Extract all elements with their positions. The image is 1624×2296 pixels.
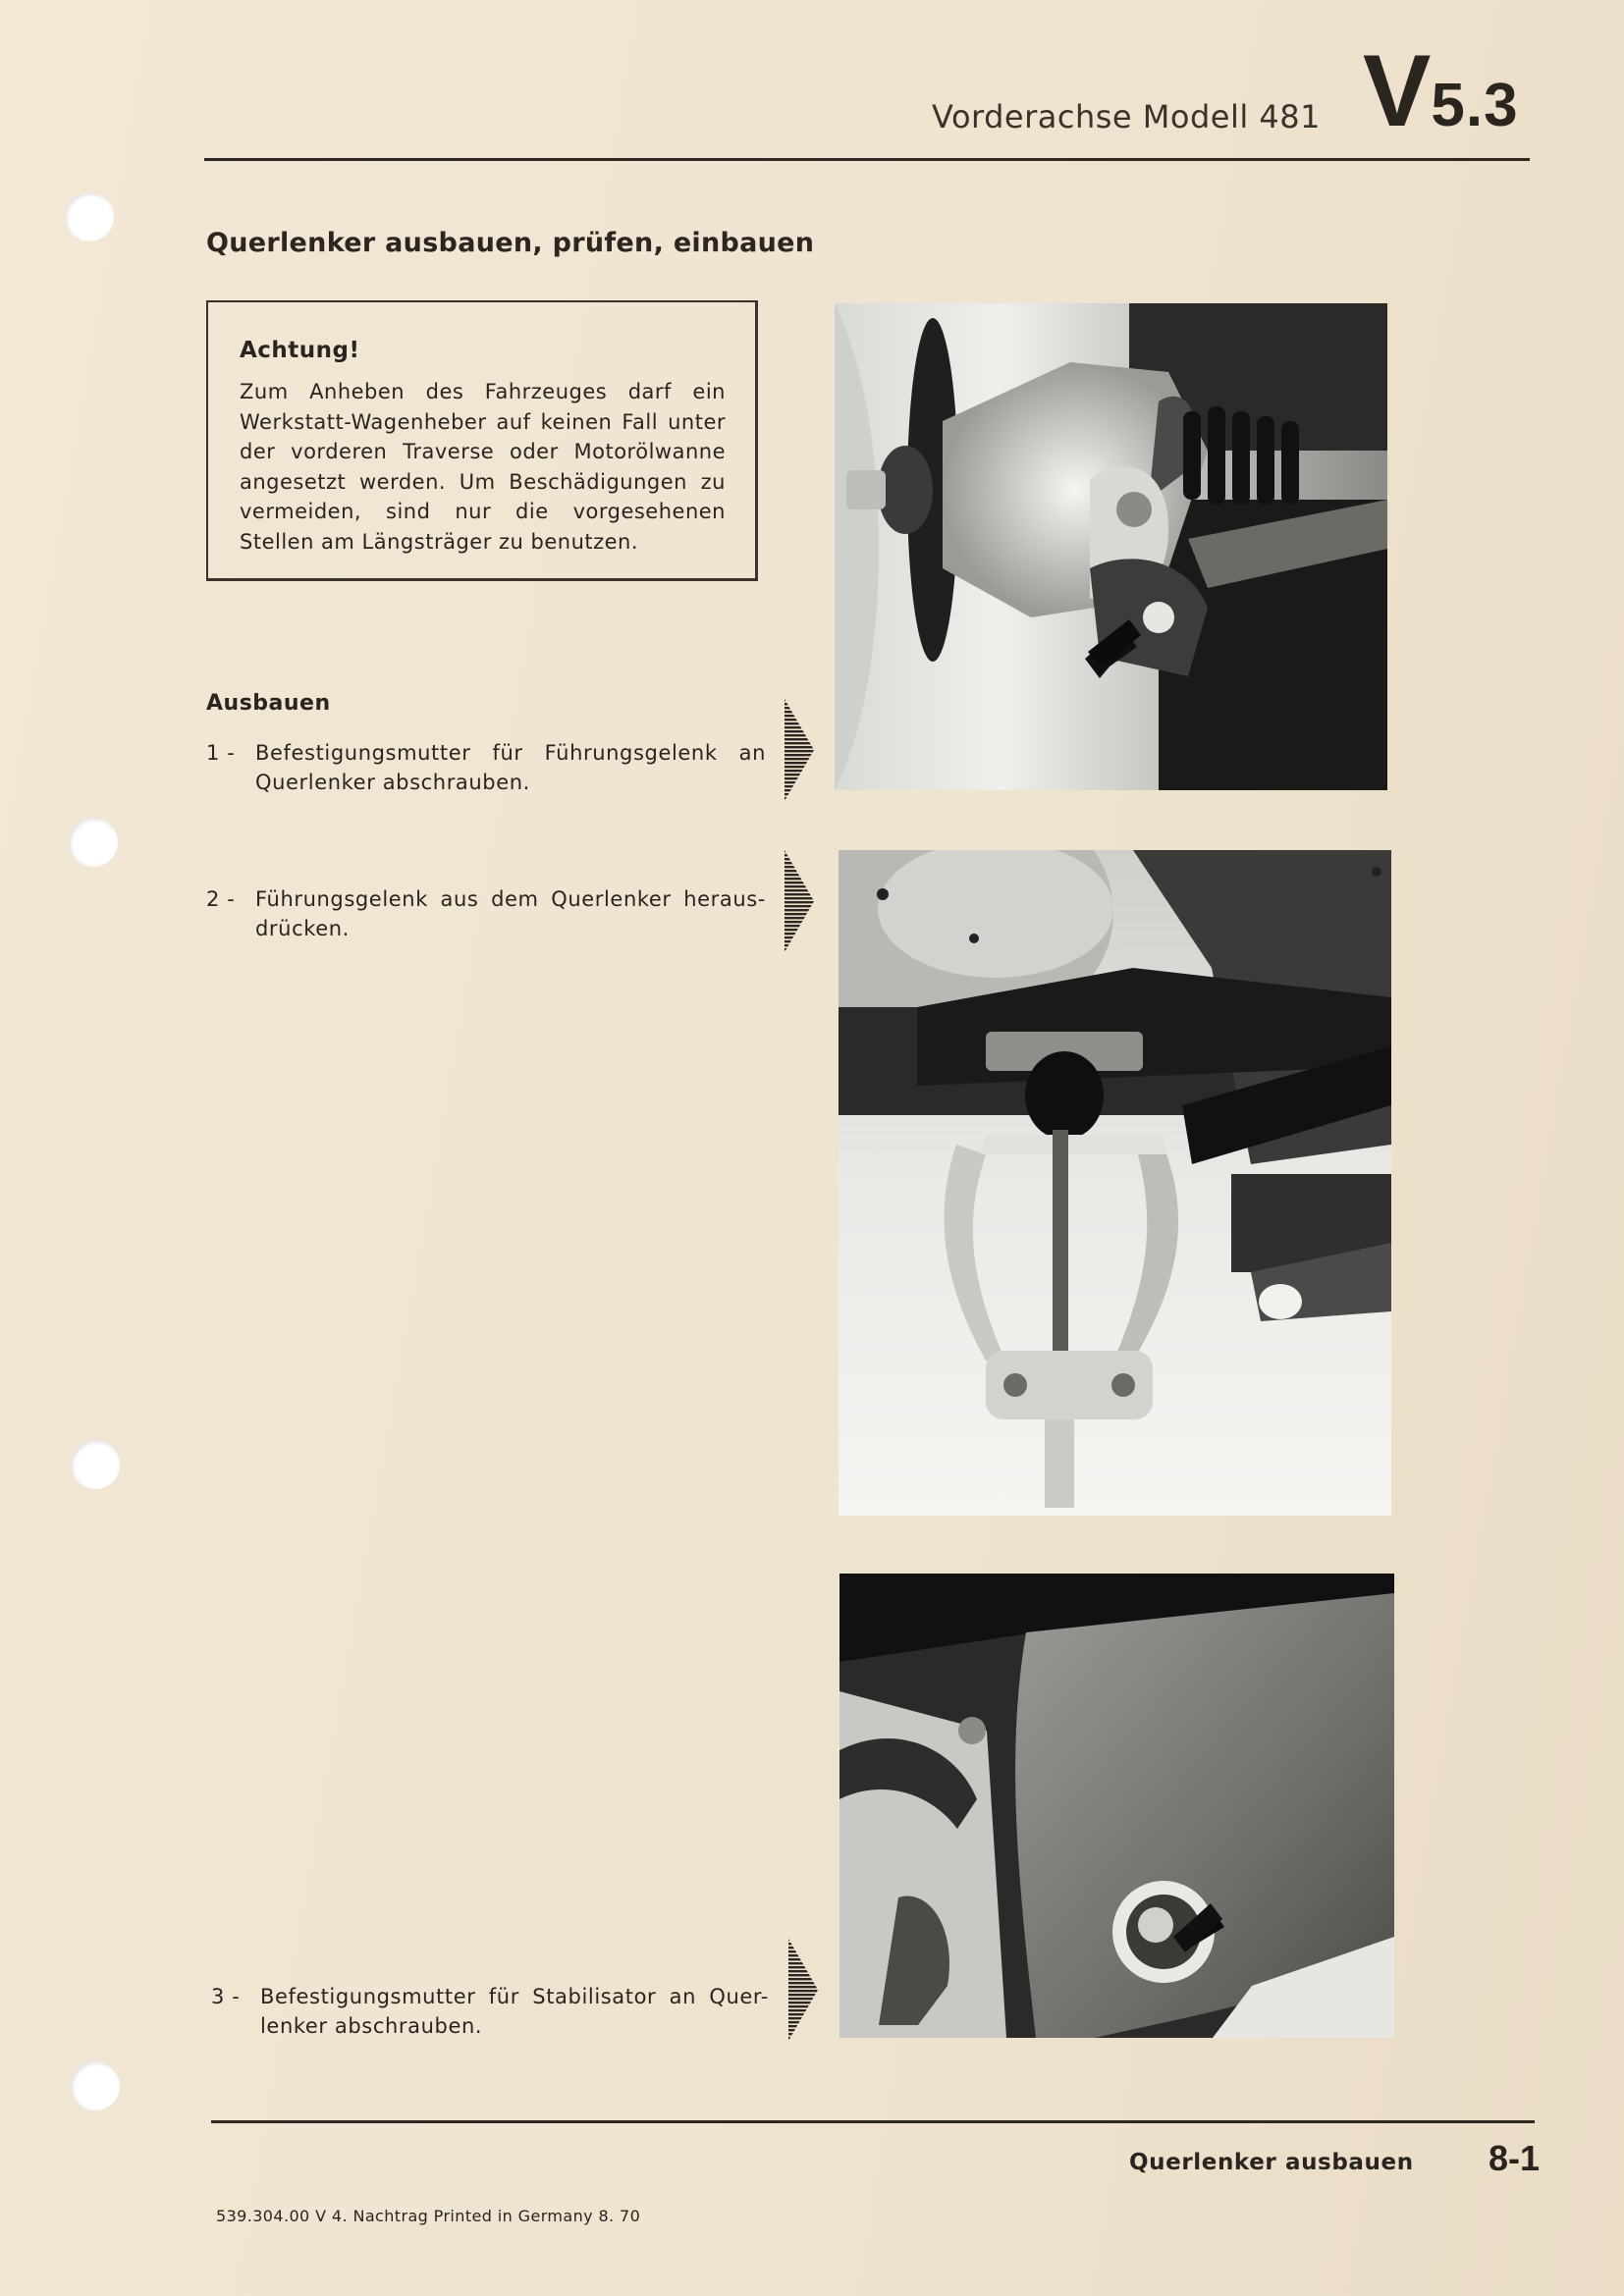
removal-step	[211, 1982, 769, 2045]
step-text: Führungsgelenk aus dem Querlenker heraus-drücken.	[255, 887, 766, 940]
step-text: Befestigungsmutter für Stabilisator an Quer-lenker abschrauben.	[260, 1985, 769, 2038]
photo-puller-tool	[839, 850, 1391, 1516]
step-number: 2 -	[206, 887, 236, 911]
photo-guide-joint-nut	[835, 303, 1387, 790]
section-badge	[1363, 34, 1519, 148]
warning-box	[206, 300, 758, 581]
pointer-arrow-icon	[786, 1939, 820, 2041]
removal-heading: Ausbauen	[206, 691, 331, 716]
pointer-arrow-icon	[783, 850, 816, 952]
page-number: 8-1	[1489, 2138, 1541, 2178]
header-divider	[204, 158, 1530, 161]
punch-hole	[69, 818, 118, 867]
punch-hole	[71, 2061, 120, 2110]
section-letter: V	[1363, 34, 1432, 148]
photo-stabilizer-nut	[839, 1574, 1394, 2038]
section-number: 5.3	[1431, 72, 1519, 139]
warning-text: Zum Anheben des Fahrzeuges darf ein Werkstatt-Wagenheber auf keinen Fall unter der vorderen Traverse oder Motorölwanne angesetzt werden. Um Beschädigungen zu vermeiden, sind nur die vorgesehenen Stellen am Längsträger zu benutzen.	[240, 380, 726, 554]
punch-hole	[71, 1440, 120, 1489]
pointer-arrow-icon	[783, 699, 816, 801]
punch-hole	[65, 192, 114, 241]
removal-step	[206, 738, 766, 801]
removal-step	[206, 884, 766, 947]
header-title: Vorderachse Modell 481	[932, 98, 1321, 135]
footer-divider	[211, 2120, 1535, 2123]
footer-title: Querlenker ausbauen	[1129, 2150, 1414, 2175]
print-info: 539.304.00 V 4. Nachtrag Printed in Germany 8. 70	[216, 2207, 641, 2225]
step-text: Befestigungsmutter für Führungsgelenk an Querlenker abschrauben.	[255, 741, 766, 794]
step-number: 1 -	[206, 741, 236, 765]
warning-title: Achtung!	[240, 338, 360, 363]
step-number: 3 -	[211, 1985, 241, 2008]
page-title: Querlenker ausbauen, prüfen, einbauen	[206, 228, 815, 258]
